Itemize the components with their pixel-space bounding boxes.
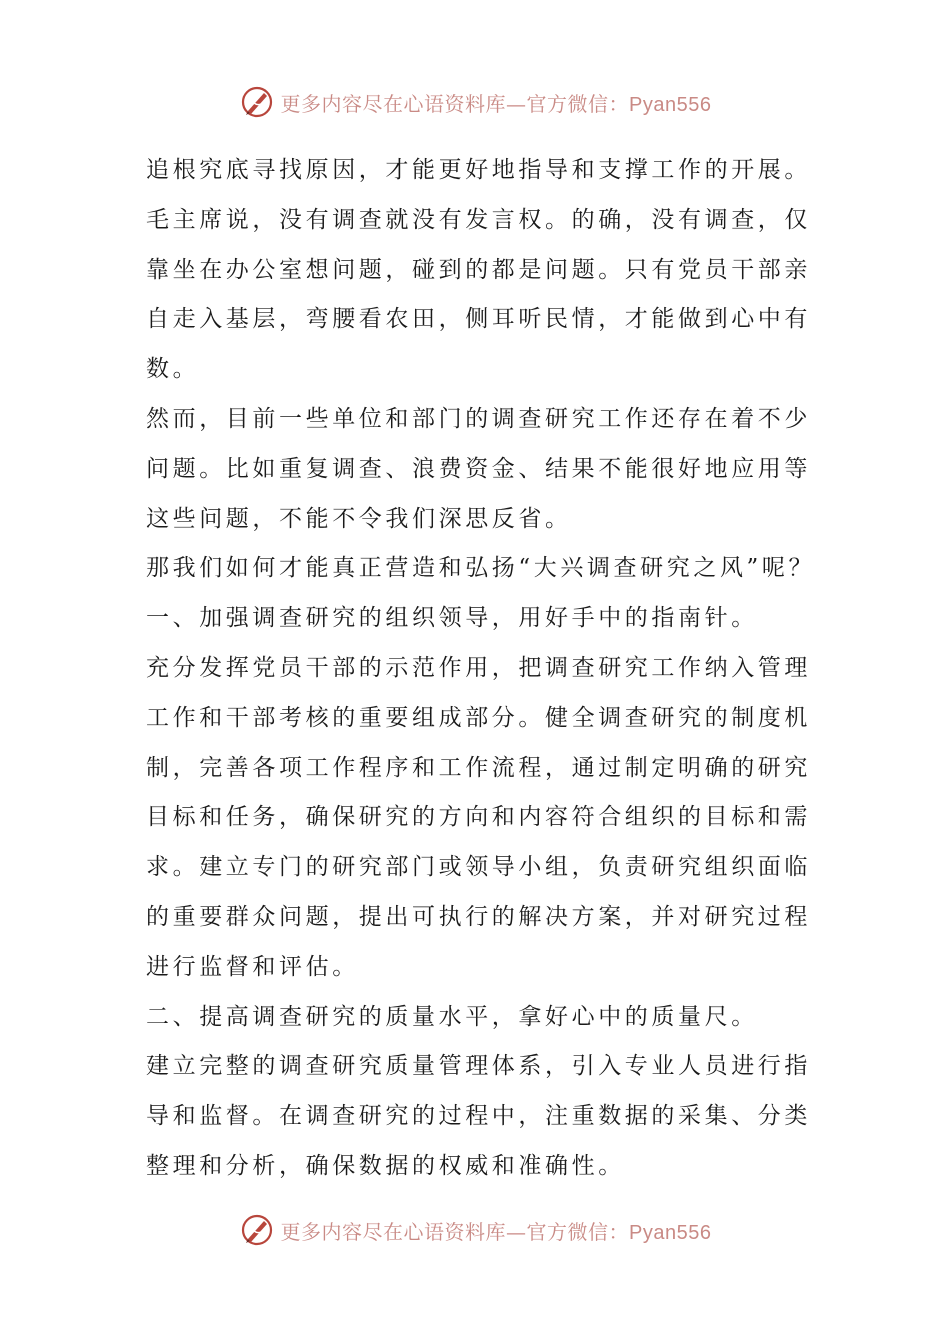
text-line: 二、提高调查研究的质量水平，拿好心中的质量尺。 xyxy=(146,1003,758,1030)
text-line: 追根究底寻找原因，才能更好地指导和支撑工作的开展。 xyxy=(146,157,811,183)
text-line: 自走入基层，弯腰看农田，侧耳听民情，才能做到心中有 xyxy=(146,306,811,333)
text-line: 那我们如何才能真正营造和弘扬“大兴调查研究之风”呢？ xyxy=(146,555,816,582)
text-line: 数。 xyxy=(146,356,200,383)
document-body xyxy=(146,146,816,1192)
text-line: 工作和干部考核的重要组成部分。健全调查研究的制度机 xyxy=(146,704,811,731)
pen-logo-icon xyxy=(239,84,275,120)
header-banner xyxy=(0,82,950,122)
text-line: 导和监督。在调查研究的过程中，注重数据的采集、分类 xyxy=(146,1103,811,1130)
text-line: 制，完善各项工作程序和工作流程，通过制定明确的研究 xyxy=(146,754,811,781)
text-line: 靠坐在办公室想问题，碰到的都是问题。只有党员干部亲 xyxy=(146,256,811,283)
text-line: 建立完整的调查研究质量管理体系，引入专业人员进行指 xyxy=(146,1053,811,1080)
text-line: 的重要群众问题，提出可执行的解决方案，并对研究过程 xyxy=(146,903,811,930)
text-line: 一、加强调查研究的组织领导，用好手中的指南针。 xyxy=(146,605,758,632)
text-line: 然而，目前一些单位和部门的调查研究工作还存在着不少 xyxy=(146,405,811,432)
footer-wechat-id: Pyan556 xyxy=(629,1221,712,1244)
text-line: 这些问题，不能不令我们深思反省。 xyxy=(146,505,572,532)
header-wechat-id: Pyan556 xyxy=(629,93,712,116)
header-text: 更多内容尽在心语资料库—官方微信：Pyan556 xyxy=(280,91,712,116)
text-line: 毛主席说，没有调查就没有发言权。的确，没有调查，仅 xyxy=(146,206,811,233)
text-line: 充分发挥党员干部的示范作用，把调查研究工作纳入管理 xyxy=(146,654,811,681)
text-line: 进行监督和评估。 xyxy=(146,953,359,980)
pen-logo-icon xyxy=(239,1212,275,1248)
text-line: 整理和分析，确保数据的权威和准确性。 xyxy=(146,1152,625,1179)
footer-text: 更多内容尽在心语资料库—官方微信：Pyan556 xyxy=(280,1219,712,1244)
text-line: 目标和任务，确保研究的方向和内容符合组织的目标和需 xyxy=(146,804,811,831)
footer-banner xyxy=(0,1210,950,1250)
text-line: 求。建立专门的研究部门或领导小组，负责研究组织面临 xyxy=(146,854,811,881)
text-line: 问题。比如重复调查、浪费资金、结果不能很好地应用等 xyxy=(146,455,811,482)
